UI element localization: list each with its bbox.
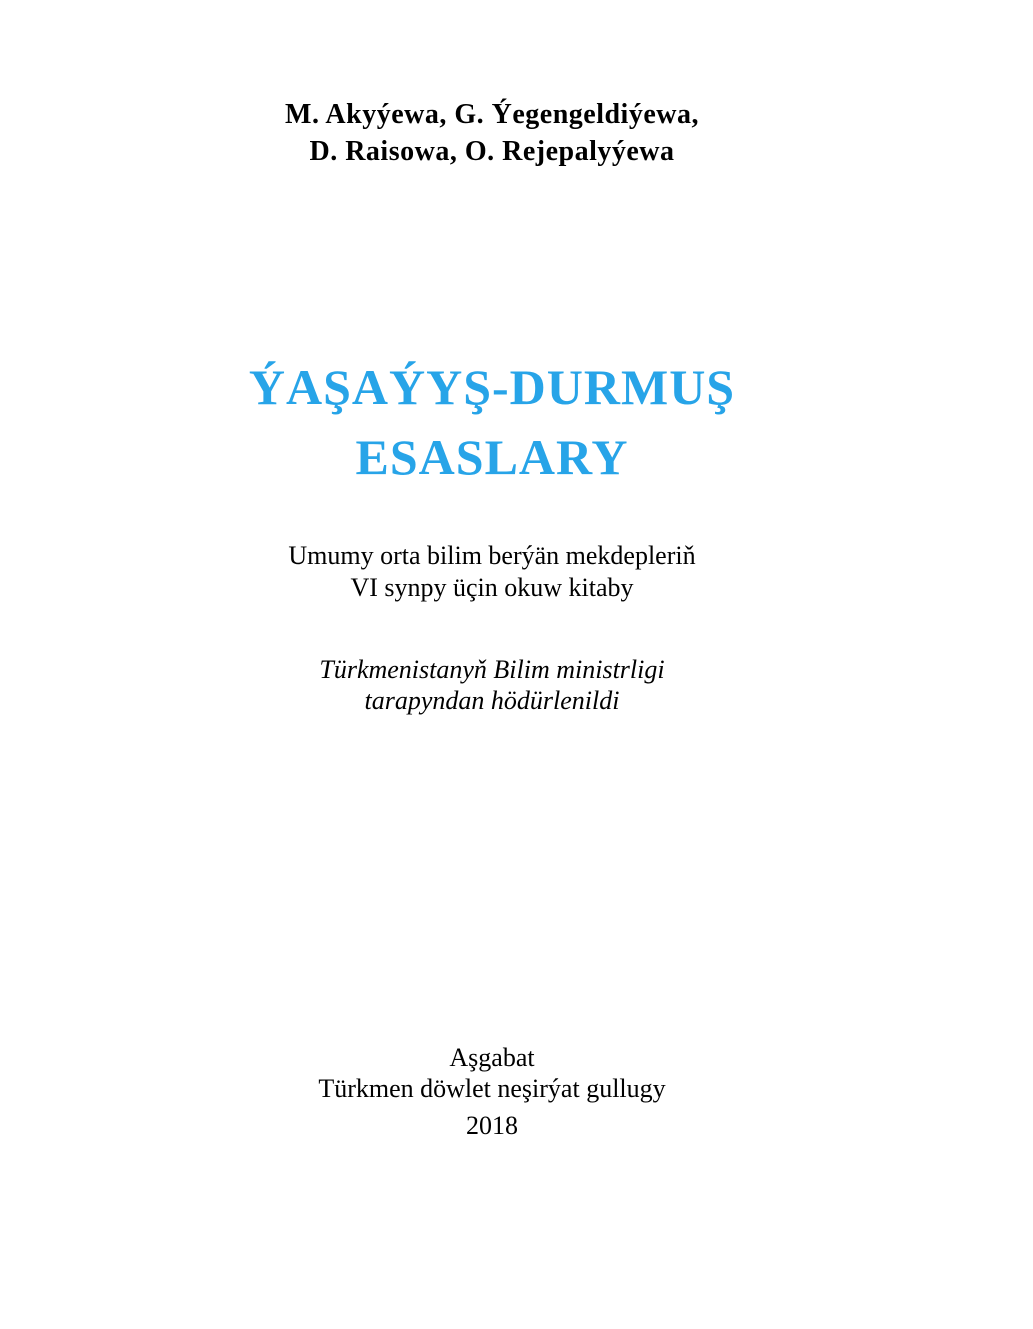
imprint-year: 2018 xyxy=(466,1111,518,1140)
edition-note xyxy=(0,540,984,604)
approval-line-1: Türkmenistanyň Bilim ministrligi xyxy=(319,655,665,684)
book-title-line-2: ESASLARY xyxy=(355,429,629,485)
authors-line-1: M. Akyýewa, G. Ýegengeldiýewa, xyxy=(285,99,699,130)
authors-line-2: D. Raisowa, O. Rejepalyýewa xyxy=(309,136,675,167)
book-title-line-1: ÝAŞAÝYŞ-DURMUŞ xyxy=(248,359,736,415)
imprint xyxy=(0,1042,984,1141)
imprint-city: Aşgabat xyxy=(449,1043,535,1072)
approval-note xyxy=(0,654,984,716)
imprint-publisher: Türkmen döwlet neşirýat gullugy xyxy=(318,1074,666,1103)
approval-line-2: tarapyndan hödürlenildi xyxy=(364,686,620,715)
edition-line-1: Umumy orta bilim berýän mekdepleriň xyxy=(288,541,696,570)
edition-line-2: VI synpy üçin okuw kitaby xyxy=(350,573,634,602)
book-title xyxy=(0,352,984,492)
authors xyxy=(0,96,984,170)
